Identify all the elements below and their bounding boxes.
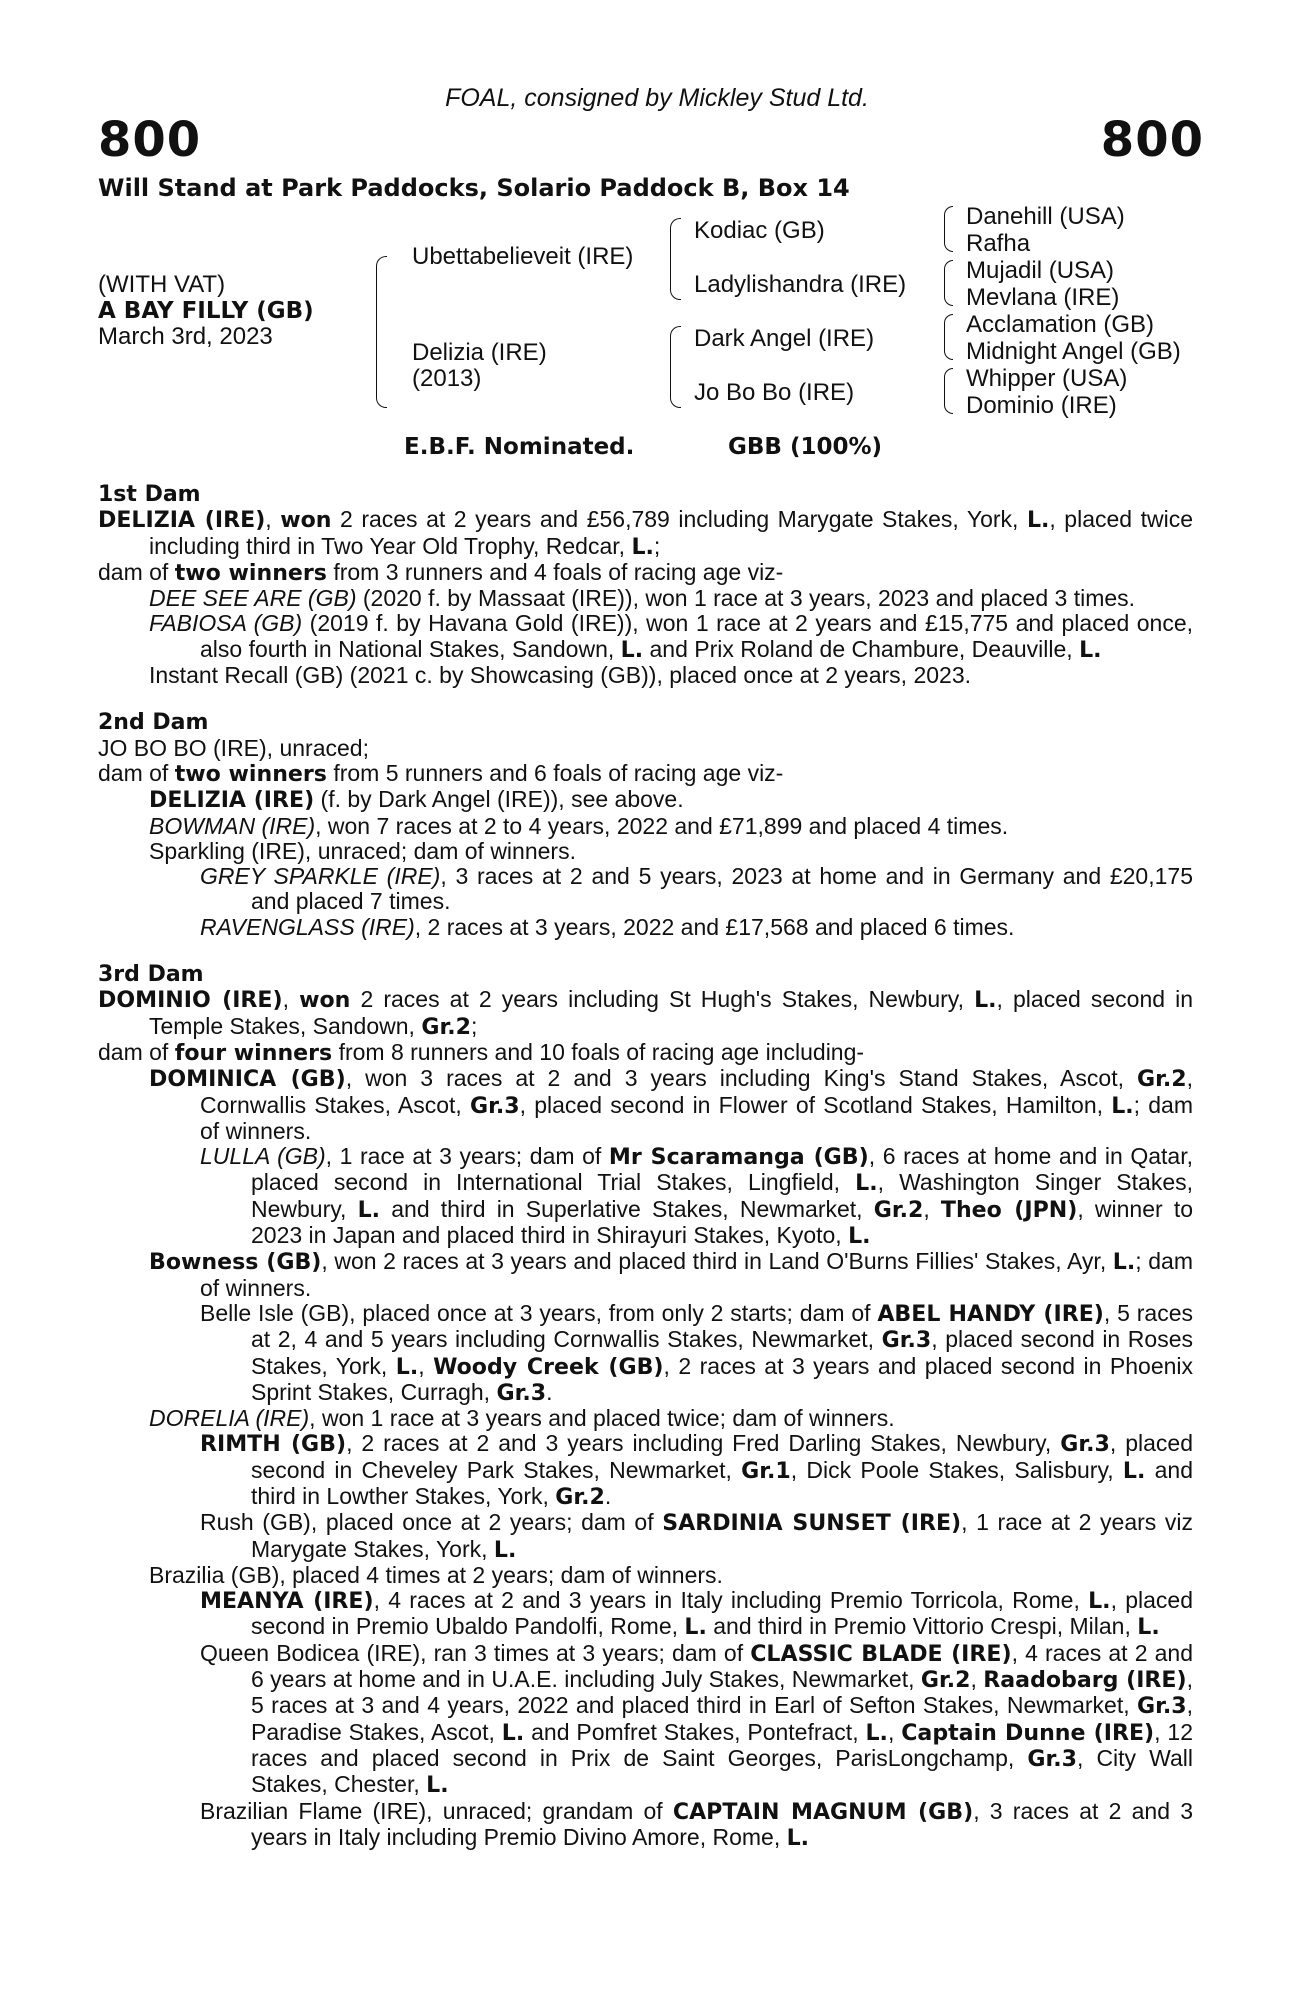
g3-ancestor: Midnight Angel (GB) — [966, 338, 1181, 365]
stand-location: Will Stand at Park Paddocks, Solario Paddock B, Box 14 — [98, 174, 850, 202]
produce-record: FABIOSA (GB) (2019 f. by Havana Gold (IRE)), won 1 race at 2 years and £15,775 and placed once, also fourth in National Stakes, Sandown, L. and Prix Roland de Chambure, Deauville, L. — [149, 610, 1193, 663]
sire: Ubettabelieveit (IRE) — [412, 243, 634, 270]
produce-record: dam of four winners from 8 runners and 10 foals of racing age including- — [98, 1038, 865, 1066]
consignment-line: FOAL, consigned by Mickley Stud Ltd. — [445, 84, 869, 112]
produce-record: RAVENGLASS (IRE), 2 races at 3 years, 2022 and £17,568 and placed 6 times. — [200, 913, 1015, 940]
produce-record: GREY SPARKLE (IRE), 3 races at 2 and 5 years, 2023 at home and in Germany and £20,175 and placed 7 times. — [200, 863, 1193, 915]
dam-year: (2013) — [412, 365, 482, 392]
g3-brace-4 — [944, 368, 953, 414]
produce-record: RIMTH (GB), 2 races at 2 and 3 years including Fred Darling Stakes, Newbury, Gr.3, placed second in Cheveley Park Stakes, Newmarket, Gr.1, Dick Poole Stakes, Salisbury, L. and third in Lowther Stakes, York, Gr.2. — [200, 1430, 1193, 1510]
dam-dam: Jo Bo Bo (IRE) — [694, 379, 855, 406]
sire-dam: Ladylishandra (IRE) — [694, 271, 907, 298]
produce-record: DORELIA (IRE), won 1 race at 3 years and placed twice; dam of winners. — [149, 1405, 895, 1432]
g3-ancestor: Acclamation (GB) — [966, 311, 1155, 338]
ebf-nominated: E.B.F. Nominated. — [404, 434, 635, 460]
horse-name: A BAY FILLY (GB) — [98, 298, 314, 324]
produce-record: Brazilia (GB), placed 4 times at 2 years; dam of winners. — [149, 1561, 723, 1588]
produce-record: dam of two winners from 5 runners and 6 foals of racing age viz- — [98, 759, 784, 787]
produce-record: dam of two winners from 3 runners and 4 foals of racing age viz- — [98, 558, 784, 586]
produce-record: LULLA (GB), 1 race at 3 years; dam of Mr Scaramanga (GB), 6 races at home and in Qatar, placed second in International Trial Stakes, Lingfield, L., Washington Singer Stakes, Newbury, L. and third in Superlative Stakes, Newmarket, Gr.2, Theo (JPN), winner to 2023 in Japan and placed third in Shirayuri Stakes, Kyoto, L. — [200, 1143, 1194, 1250]
g3-ancestor: Mevlana (IRE) — [966, 284, 1120, 311]
lot-number-right: 800 — [1100, 112, 1204, 168]
g3-brace-1 — [944, 206, 953, 252]
g3-ancestor: Rafha — [966, 230, 1031, 257]
section-heading: 2nd Dam — [98, 710, 209, 736]
catalogue-body — [98, 482, 1193, 1851]
g3-ancestor: Mujadil (USA) — [966, 257, 1115, 284]
lot-number-left: 800 — [98, 112, 202, 168]
produce-record: DELIZIA (IRE), won 2 races at 2 years and £56,789 including Marygate Stakes, York, L., placed twice including third in Two Year Old Trophy, Redcar, L.; — [98, 506, 1193, 560]
g3-ancestor: Dominio (IRE) — [966, 392, 1117, 419]
produce-record: Belle Isle (GB), placed once at 3 years, from only 2 starts; dam of ABEL HANDY (IRE), 5 races at 2, 4 and 5 years including Cornwallis Stakes, Newmarket, Gr.3, placed second in Roses Stakes, York, L., Woody Creek (GB), 2 races at 3 years and placed second in Phoenix Sprint Stakes, Curragh, Gr.3. — [200, 1299, 1194, 1406]
dam-section — [98, 710, 1193, 940]
produce-record: Sparkling (IRE), unraced; dam of winners. — [149, 837, 576, 864]
produce-record: Queen Bodicea (IRE), ran 3 times at 3 years; dam of CLASSIC BLADE (IRE), 4 races at 2 and 6 years at home and in U.A.E. including July Stakes, Newmarket, Gr.2, Raadobarg (IRE), 5 races at 3 and 4 years, 2022 and placed third in Earl of Sefton Stakes, Newmarket, Gr.3, Paradise Stakes, Ascot, L. and Pomfret Stakes, Pontefract, L., Captain Dunne (IRE), 12 races and placed second in Prix de Saint Georges, ParisLongchamp, Gr.3, City Wall Stakes, Chester, L. — [200, 1639, 1194, 1799]
dam-section — [98, 482, 1193, 688]
g3-ancestor: Whipper (USA) — [966, 365, 1128, 392]
dam-section — [98, 962, 1193, 1851]
section-heading: 1st Dam — [98, 482, 201, 507]
produce-record: Brazilian Flame (IRE), unraced; grandam of CAPTAIN MAGNUM (GB), 3 races at 2 and 3 years in Italy including Premio Divino Amore, Rome, L. — [200, 1797, 1194, 1851]
g3-brace-2 — [944, 260, 953, 306]
produce-record: MEANYA (IRE), 4 races at 2 and 3 years in Italy including Premio Torricola, Rome, L., placed second in Premio Ubaldo Pandolfi, Rome, L. and third in Premio Vittorio Crespi, Milan, L. — [200, 1587, 1193, 1641]
g3-brace-3 — [944, 314, 953, 360]
gbb-status: GBB (100%) — [728, 434, 883, 460]
sire-sire: Kodiac (GB) — [694, 217, 825, 244]
dam-sire: Dark Angel (IRE) — [694, 325, 875, 352]
produce-record: Instant Recall (GB) (2021 c. by Showcasing (GB)), placed once at 2 years, 2023. — [149, 662, 972, 689]
produce-record: DELIZIA (IRE) (f. by Dark Angel (IRE)), see above. — [149, 786, 684, 814]
produce-record: DOMINIO (IRE), won 2 races at 2 years including St Hugh's Stakes, Newbury, L., placed second in Temple Stakes, Sandown, Gr.2; — [98, 986, 1194, 1040]
dam-brace — [670, 326, 681, 408]
produce-record: DEE SEE ARE (GB) (2020 f. by Massaat (IRE)), won 1 race at 3 years, 2023 and placed 3 times. — [149, 585, 1136, 612]
produce-record: JO BO BO (IRE), unraced; — [98, 734, 369, 761]
section-heading: 3rd Dam — [98, 962, 204, 988]
dam: Delizia (IRE) — [412, 339, 547, 366]
vat-note: (WITH VAT) — [98, 271, 226, 298]
produce-record: Bowness (GB), won 2 races at 3 years and placed third in Land O'Burns Fillies' Stakes, Ayr, L.; dam of winners. — [149, 1248, 1193, 1301]
g3-ancestor: Danehill (USA) — [966, 203, 1125, 230]
produce-record: Rush (GB), placed once at 2 years; dam of SARDINIA SUNSET (IRE), 1 race at 2 years viz Marygate Stakes, York, L. — [200, 1509, 1194, 1563]
foaling-date: March 3rd, 2023 — [98, 323, 273, 350]
sire-brace — [670, 218, 681, 300]
produce-record: BOWMAN (IRE), won 7 races at 2 to 4 years, 2022 and £71,899 and placed 4 times. — [149, 812, 1009, 839]
produce-record: DOMINICA (GB), won 3 races at 2 and 3 years including King's Stand Stakes, Ascot, Gr.2, Cornwallis Stakes, Ascot, Gr.3, placed second in Flower of Scotland Stakes, Hamilton, L.; dam of winners. — [149, 1065, 1193, 1144]
pedigree-brace — [376, 256, 387, 408]
